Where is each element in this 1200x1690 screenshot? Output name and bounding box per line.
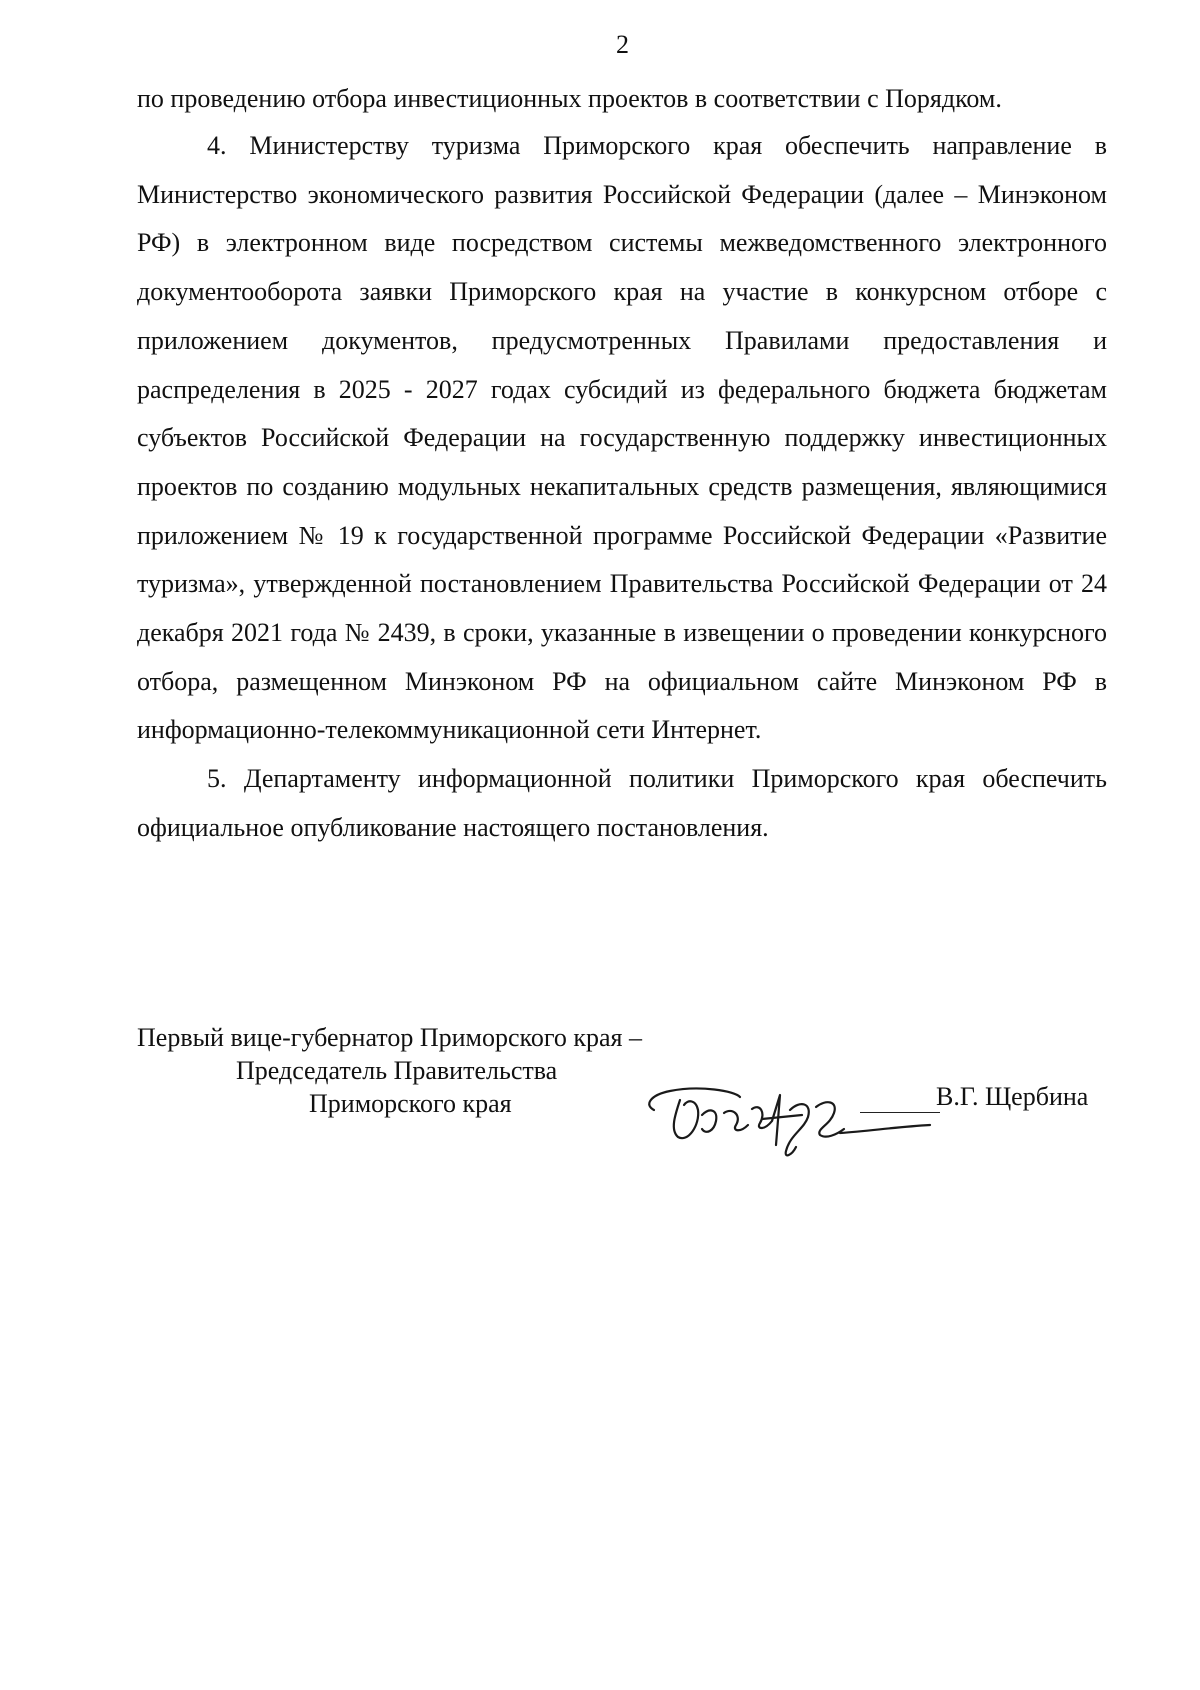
signatory-title-line2: Председатель Правительства xyxy=(236,1056,558,1085)
signatory-title-line3: Приморского края xyxy=(309,1089,512,1118)
paragraph-4: 4. Министерству туризма Приморского края обеспечить направление в Министерство экономического развития Российской Федерации (далее – Минэконом РФ) в электронном виде посредством системы межведомственного электронного документооборота заявки Приморского края на участие в конкурсном отборе с приложением документов, предусмотренных Правилами предоставления и распределения в 2025 - 2027 годах субсидий из федерального бюджета бюджетам субъектов Российской Федерации на государственную поддержку инвестиционных проектов по созданию модульных некапитальных средств размещения, являющимися приложением № 19 к государственной программе Российской Федерации «Развитие туризма», утвержденной постановлением Правительства Российской Федерации от 24 декабря 2021 года № 2439, в сроки, указанные в извещении о проведении конкурсного отбора, размещенном Минэконом РФ на официальном сайте Минэконом РФ в информационно-телекоммуникационной сети Интернет. xyxy=(137,131,1107,745)
paragraph-5: 5. Департаменту информационной политики Приморского края обеспечить официальное опубликование настоящего постановления. xyxy=(137,764,1107,842)
signature-line xyxy=(860,1112,940,1113)
body-text xyxy=(137,122,1107,853)
signatory-title-line1: Первый вице-губернатор Приморского края – xyxy=(137,1023,642,1052)
first-line: по проведению отбора инвестиционных проектов в соответствии с Порядком. xyxy=(137,84,1002,113)
signatory-name: В.Г. Щербина xyxy=(936,1082,1089,1111)
page-number: 2 xyxy=(616,30,629,59)
